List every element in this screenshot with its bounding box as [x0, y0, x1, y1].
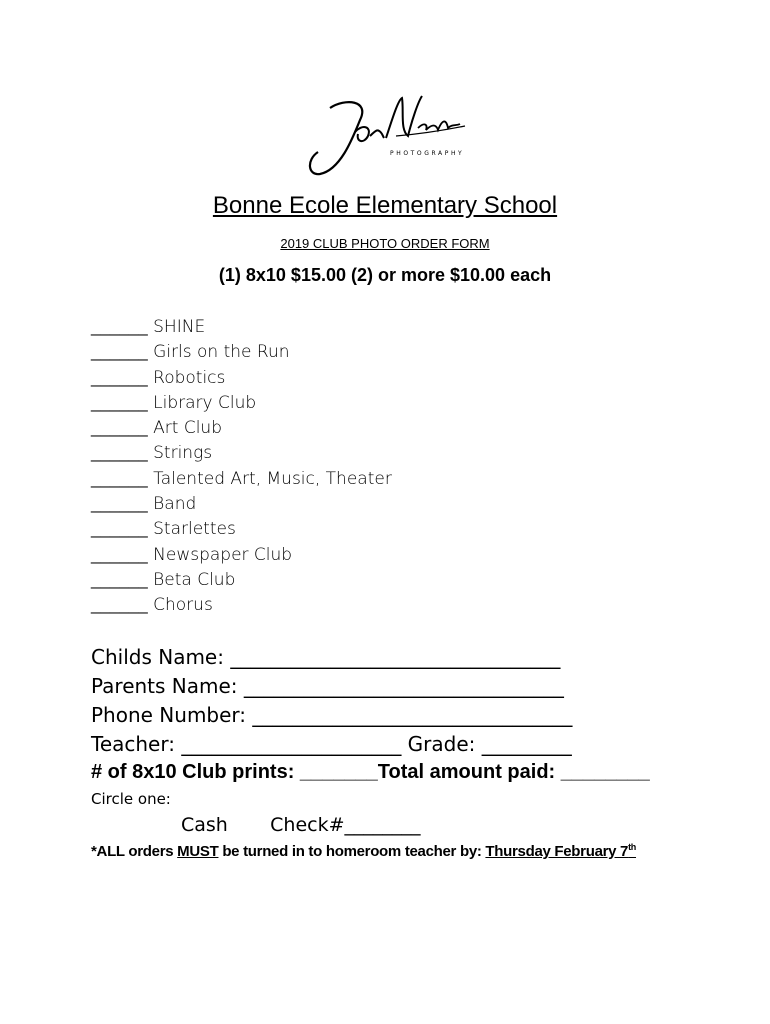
note-deadline-date: Thursday February 7	[485, 843, 629, 860]
club-list	[91, 314, 392, 618]
club-label: SHINE	[153, 317, 206, 337]
club-item[interactable]	[91, 542, 392, 567]
club-blank: ______	[91, 569, 148, 589]
note-text-2: be turned in to homeroom teacher by:	[218, 843, 486, 860]
club-label: Starlettes	[153, 519, 236, 540]
club-label: Strings	[153, 443, 213, 464]
note-text-1: *ALL orders	[91, 843, 178, 860]
teacher-field[interactable]: Teacher: ______________________	[91, 732, 402, 756]
circle-one-label: Circle one:	[91, 790, 171, 808]
club-label: Band	[153, 494, 197, 515]
note-deadline	[485, 843, 636, 860]
grade-field[interactable]: Grade: _________	[401, 732, 572, 756]
club-item[interactable]	[91, 491, 392, 516]
prints-total-row	[91, 761, 650, 784]
parents-name-field[interactable]: Parents Name: ________________________________	[91, 674, 564, 698]
photographer-logo	[300, 90, 470, 180]
club-blank: ______	[91, 544, 148, 564]
club-blank: ______	[91, 392, 148, 412]
phone-number-field[interactable]: Phone Number: ________________________________	[91, 703, 573, 727]
club-blank: ______	[91, 595, 148, 615]
club-blank: ______	[91, 317, 148, 336]
club-blank: ______	[91, 342, 148, 362]
club-blank: ______	[91, 367, 148, 387]
club-item[interactable]	[91, 592, 392, 617]
club-item[interactable]	[91, 466, 392, 491]
club-item[interactable]	[91, 390, 392, 415]
teacher-grade-row	[91, 732, 572, 756]
payment-options	[181, 814, 421, 836]
total-paid-field[interactable]: Total amount paid: ________	[377, 761, 650, 783]
prints-count-field[interactable]: # of 8x10 Club prints: _______	[91, 761, 378, 783]
signature-logo-icon	[300, 90, 470, 180]
club-label: Newspaper Club	[153, 544, 293, 565]
club-blank: ______	[91, 418, 148, 438]
school-title: Bonne Ecole Elementary School	[212, 192, 558, 219]
club-blank: ______	[91, 468, 148, 488]
club-blank: ______	[91, 494, 148, 514]
cash-option[interactable]: Cash	[181, 814, 228, 836]
club-label: Talented Art, Music, Theater	[153, 468, 392, 489]
club-label: Library Club	[153, 392, 257, 413]
club-item[interactable]	[91, 516, 392, 541]
club-label: Robotics	[153, 367, 226, 388]
club-label: Chorus	[153, 595, 213, 616]
club-blank: ______	[91, 443, 148, 463]
childs-name-field[interactable]: Childs Name: _________________________________	[91, 645, 561, 669]
pricing-line: (1) 8x10 $15.00 (2) or more $10.00 each	[218, 265, 552, 285]
club-item[interactable]	[91, 365, 392, 390]
form-subtitle: 2019 CLUB PHOTO ORDER FORM	[280, 236, 490, 251]
check-option[interactable]: Check#________	[270, 814, 421, 836]
club-item[interactable]	[91, 415, 392, 440]
club-item[interactable]	[91, 440, 392, 465]
logo-subtitle: PHOTOGRAPHY	[390, 150, 465, 157]
club-blank: ______	[91, 519, 148, 539]
club-label: Girls on the Run	[153, 342, 290, 363]
club-label: Art Club	[153, 418, 222, 439]
note-must: MUST	[177, 843, 219, 860]
note-deadline-suffix: th	[628, 842, 637, 852]
deadline-note	[91, 842, 636, 860]
club-item[interactable]	[91, 314, 392, 339]
club-label: Beta Club	[153, 569, 236, 590]
club-item[interactable]	[91, 339, 392, 364]
club-item[interactable]	[91, 567, 392, 592]
